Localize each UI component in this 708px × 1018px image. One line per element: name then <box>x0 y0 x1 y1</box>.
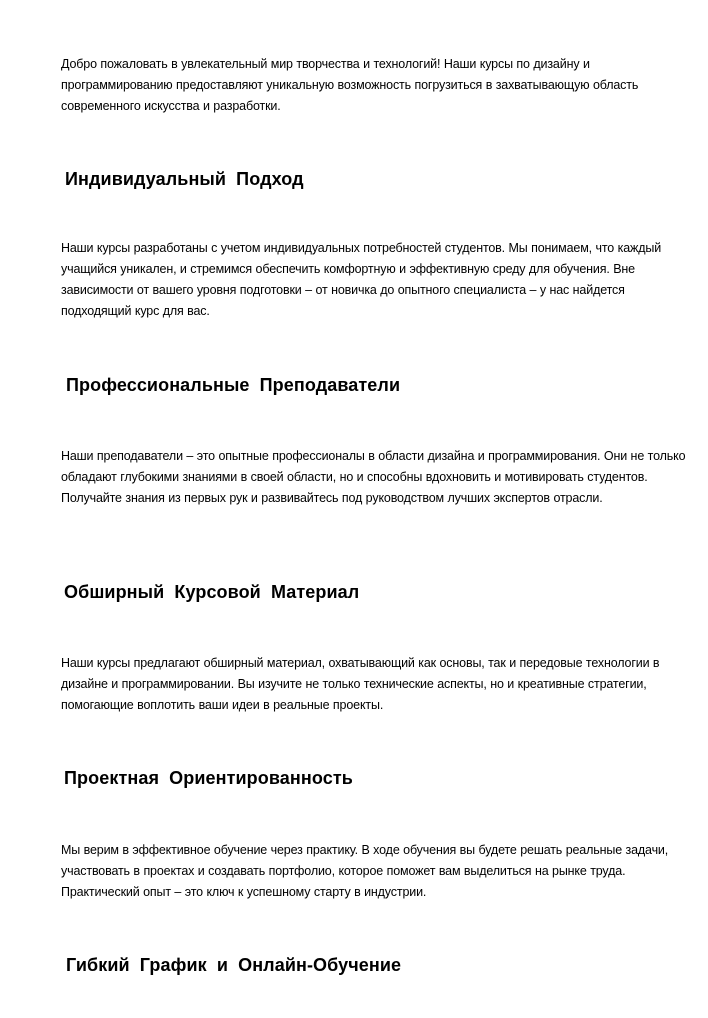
section-text-project-orientation: Мы верим в эффективное обучение через практику. В ходе обучения вы будете решать реальные задачи, участвовать в проектах и создавать портфолио, которое поможет вам выделиться на рынке труда. Практический опыт – это ключ к успешному старту в индустрии. <box>61 843 669 899</box>
section-text-individual-approach: Наши курсы разработаны с учетом индивидуальных потребностей студентов. Мы понимаем, что каждый учащийся уникален, и стремимся обеспечить комфортную и эффективную среду для обучения. Вне зависимости от вашего уровня подготовки – от новичка до опытного специалиста – у нас найдется подходящий курс для вас. <box>61 241 662 318</box>
section-text-course-material: Наши курсы предлагают обширный материал, охватывающий как основы, так и передовые технологии в дизайне и программировании. Вы изучите не только технические аспекты, но и креативные стратегии, помогающие воплотить ваши идеи в реальные проекты. <box>61 656 660 712</box>
section-heading-professional-teachers: Профессиональные Преподаватели <box>66 375 401 395</box>
section-heading-project-orientation: Проектная Ориентированность <box>64 768 353 788</box>
section-heading-flexible-schedule: Гибкий График и Онлайн-Обучение <box>66 955 402 975</box>
section-text-professional-teachers: Наши преподаватели – это опытные профессионалы в области дизайна и программирования. Они не только обладают глубокими знаниями в своей области, но и способны вдохновить и мотивировать студентов. Получайте знания из первых рук и развивайтесь под руководством лучших экспертов отрасли. <box>61 449 686 505</box>
intro-paragraph: Добро пожаловать в увлекательный мир творчества и технологий! Наши курсы по дизайну и программированию предоставляют уникальную возможность погрузиться в захватывающую область современного искусства и разработки. <box>61 57 639 113</box>
section-heading-course-material: Обширный Курсовой Материал <box>64 582 360 602</box>
section-heading-individual-approach: Индивидуальный Подход <box>65 169 304 189</box>
